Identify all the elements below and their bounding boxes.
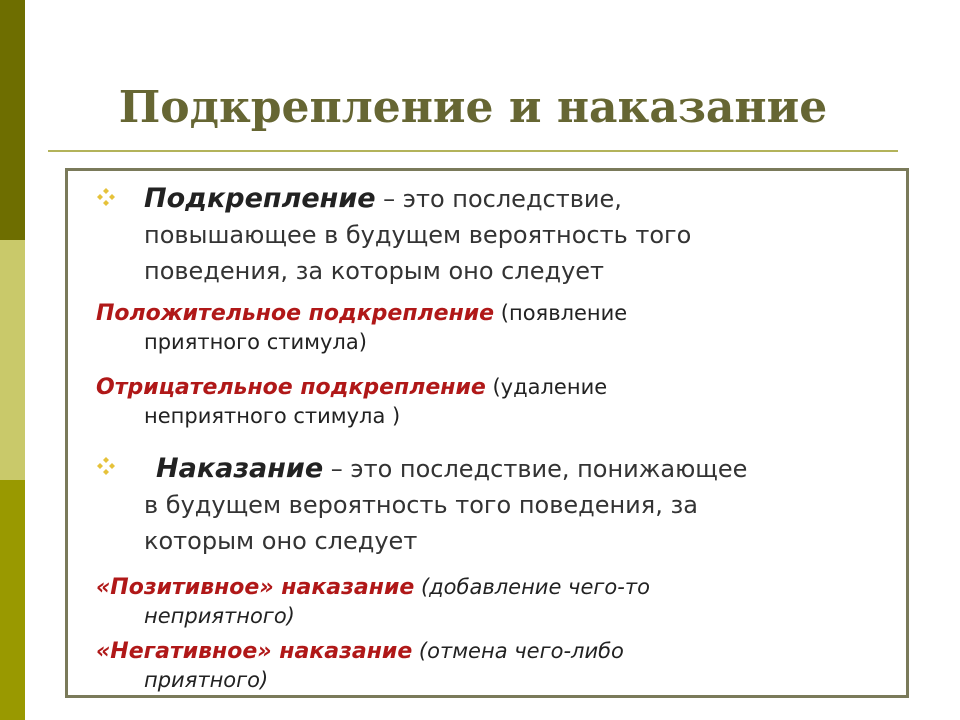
- title-underline: [48, 150, 898, 152]
- bullet-reinforcement-line1: [144, 181, 691, 217]
- definition-punishment-line2: в будущем вероятность того поведения, за: [144, 491, 698, 519]
- positive-punishment: [96, 573, 650, 630]
- negative-reinforcement-cont: неприятного стимула ): [144, 404, 401, 428]
- negative-punishment-paren: (отмена чего-либо: [412, 639, 624, 663]
- term-reinforcement: Подкрепление: [144, 183, 376, 214]
- side-bar-top: [0, 0, 25, 240]
- definition-reinforcement-line2: повышающее в будущем вероятность того: [144, 221, 692, 249]
- positive-reinforcement-cont: приятного стимула): [144, 330, 367, 354]
- slide-title: Подкрепление и наказание: [118, 82, 828, 133]
- negative-punishment-label: «Негативное» наказание: [96, 639, 413, 664]
- negative-reinforcement-label: Отрицательное подкрепление: [96, 375, 486, 400]
- bullet-reinforcement: [144, 181, 691, 289]
- positive-punishment-paren: (добавление чего-то: [414, 575, 650, 599]
- negative-reinforcement: [96, 373, 607, 430]
- diamond-bullet-icon: [96, 456, 116, 476]
- side-bar-bottom: [0, 480, 25, 720]
- side-bar-middle: [0, 240, 25, 480]
- definition-punishment-line3: которым оно следует: [144, 527, 418, 555]
- content-box: [65, 168, 909, 698]
- bullet-punishment: [144, 451, 747, 559]
- definition-punishment-start: – это последствие, понижающее: [323, 455, 748, 483]
- positive-reinforcement-paren: (появление: [494, 301, 628, 325]
- positive-punishment-label: «Позитивное» наказание: [96, 575, 415, 600]
- negative-punishment-cont: приятного): [144, 668, 269, 692]
- positive-punishment-cont: неприятного): [144, 604, 295, 628]
- diamond-bullet-icon: [96, 187, 116, 207]
- definition-reinforcement-start: – это последствие,: [375, 185, 622, 213]
- term-punishment: Наказание: [156, 453, 324, 484]
- definition-reinforcement-line3: поведения, за которым оно следует: [144, 257, 605, 285]
- negative-punishment: [96, 637, 624, 694]
- positive-reinforcement-label: Положительное подкрепление: [96, 301, 495, 326]
- negative-reinforcement-paren: (удаление: [485, 375, 608, 399]
- positive-reinforcement: [96, 299, 627, 356]
- bullet-punishment-line1: [144, 451, 747, 487]
